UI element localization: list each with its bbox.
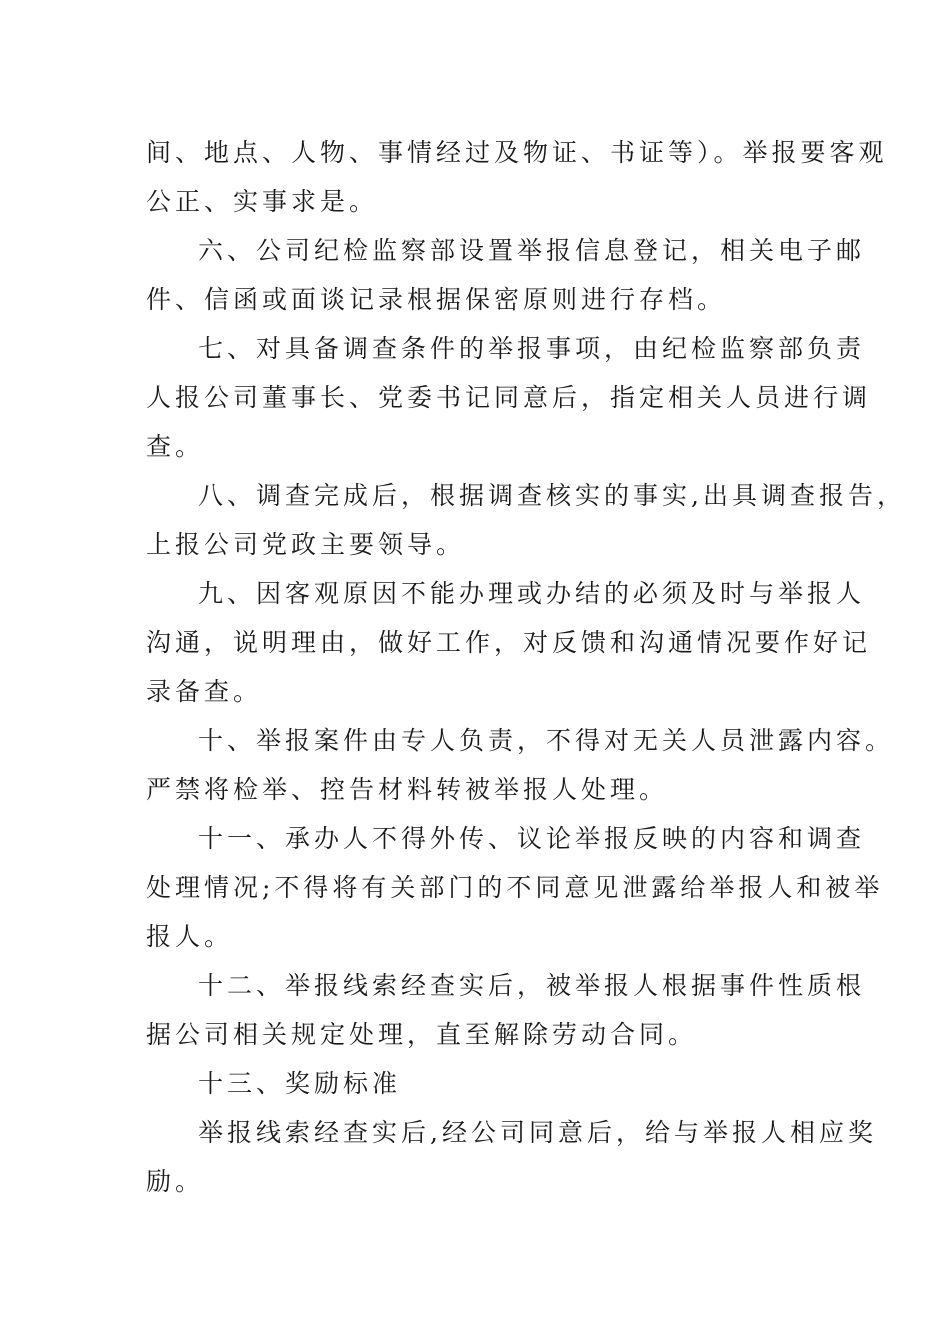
text-line: 八、调查完成后，根据调查核实的事实,出具调查报告， — [198, 481, 906, 510]
paragraph-continuation — [146, 128, 888, 226]
section-heading: 十三、奖励标准 — [198, 1069, 402, 1098]
text-line: 人报公司董事长、党委书记同意后，指定相关人员进行调 — [146, 383, 872, 412]
text-line: 十、举报案件由专人负责，不得对无关人员泄露内容。 — [198, 726, 895, 755]
paragraph-item-8 — [146, 471, 906, 569]
text-line: 十一、承办人不得外传、议论举报反映的内容和调查 — [198, 824, 866, 853]
text-line: 沟通，说明理由，做好工作，对反馈和沟通情况要作好记 — [146, 628, 872, 657]
text-line: 查。 — [146, 432, 205, 461]
text-line: 六、公司纪检监察部设置举报信息登记，相关电子邮 — [198, 236, 866, 265]
paragraph-item-10 — [146, 716, 895, 814]
text-line: 间、地点、人物、事情经过及物证、书证等）。举报要客观 — [146, 138, 888, 167]
text-line: 十二、举报线索经查实后，被举报人根据事件性质根 — [198, 971, 866, 1000]
text-line: 励。 — [146, 1167, 205, 1196]
paragraph-item-6 — [146, 226, 866, 324]
text-line: 公正、实事求是。 — [146, 187, 379, 216]
text-line: 严禁将检举、控告材料转被举报人处理。 — [146, 775, 669, 804]
text-line: 七、对具备调查条件的举报事项，由纪检监察部负责 — [198, 334, 866, 363]
text-line: 上报公司党政主要领导。 — [146, 530, 466, 559]
paragraph-item-12 — [146, 961, 866, 1059]
text-line: 录备查。 — [146, 677, 263, 706]
text-line: 处理情况;不得将有关部门的不同意见泄露给举报人和被举 — [146, 873, 884, 902]
paragraph-item-13-body — [146, 1108, 877, 1206]
text-line: 据公司相关规定处理，直至解除劳动合同。 — [146, 1020, 698, 1049]
paragraph-item-11 — [146, 814, 884, 961]
paragraph-item-7 — [146, 324, 872, 471]
document-body — [146, 128, 906, 1206]
text-line: 报人。 — [146, 922, 234, 951]
paragraph-item-9 — [146, 569, 872, 716]
text-line: 举报线索经查实后,经公司同意后，给与举报人相应奖 — [198, 1118, 877, 1147]
text-line: 九、因客观原因不能办理或办结的必须及时与举报人 — [198, 579, 866, 608]
paragraph-item-13-heading — [146, 1059, 814, 1108]
text-line: 件、信函或面谈记录根据保密原则进行存档。 — [146, 285, 727, 314]
